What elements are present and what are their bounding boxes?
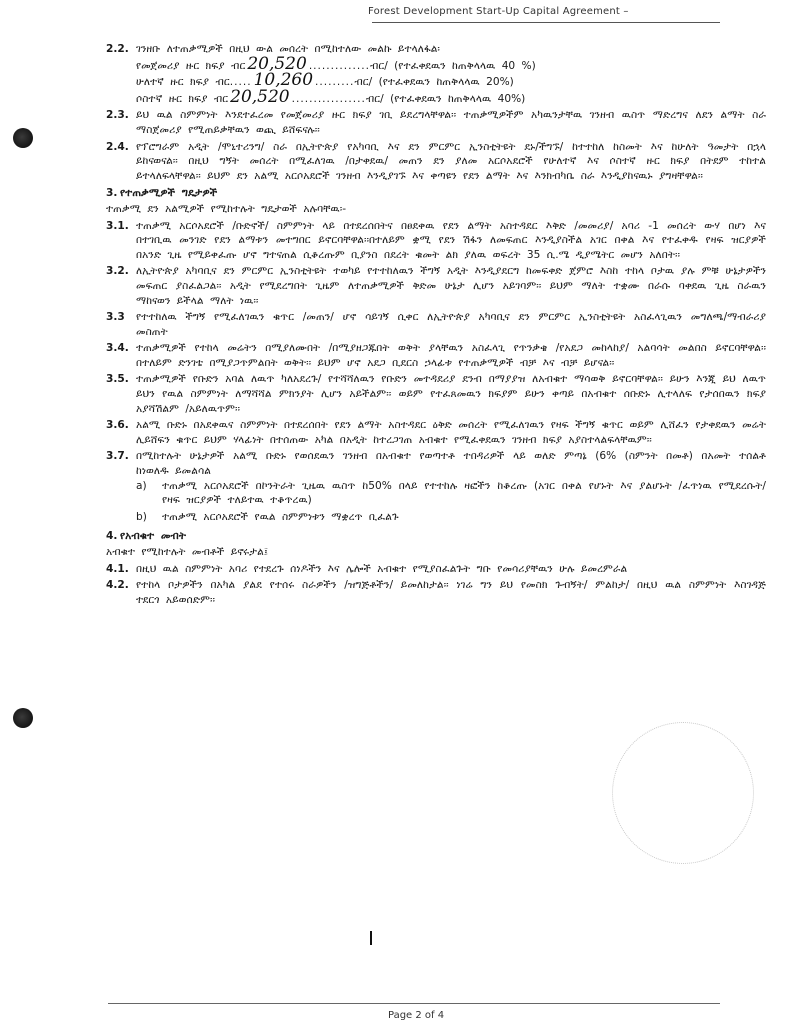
clause-number: 4.2.	[106, 579, 129, 592]
clause-4-2	[106, 578, 766, 607]
payment-row-2-share: ብር/ (የተፈቀደዉን ከጠቅላላዉ 20%)	[354, 76, 514, 89]
clause-text: ለኢትዮጵያ አካባቢና ደን ምርምር ኢንስቲትዩት ተወካይ የተተከለዉን ችግኝ አዲት እንዲያደርግ ከመፍቀድ ጀምሮ እስከ ተከላ ቦታዉ ያሉ ምቹ ሁኔታዎችን መፍጠር ያስፈልጋል፡፡ አዲት የሚደረግበት ጊዜም ለተጠቃሚዎች ቅድመ ሁኔታ ሊሆን አይገባም፡፡ ይህም ማለት ተቋሙ በራሱ ባቀደዉ ጊዜ ስራዉን ማከናወን ይችላል ማለት ነዉ፡፡	[136, 265, 766, 307]
payment-row-3-share: ብር/ (የተፈቀደዉን ከጠቅላላዉ 40%)	[365, 92, 526, 105]
clause-number: 2.2.	[106, 43, 129, 55]
sub-item-letter: a)	[136, 479, 147, 492]
section-title: የአብቁተ መብት	[120, 530, 186, 543]
sub-item-text: ተጠቃሚ አርሶአደሮች የዉል ስምምነቱን ማቋረጥ ቢፈልጉ	[162, 510, 399, 523]
clause-3-7	[106, 449, 766, 526]
clause-text	[136, 449, 766, 526]
clause-text: አልሚ ቡድኑ በአደቀዉና ስምምነት በተደረሰበት የደን ልማት አስተዳደር ዕቅድ መሰረት የሚፈለገዉን የዛፍ ችግኝ ቁጥር ወይም ሊሸፈን የታቀደዉን መሬት ሊይሸፍን ቁጥር ይህም ሃላፊነት በተሰጠው አካል በአዲት ከተረጋገጠ አብቁተ የሚፈቀደዉን ገንዘብ ክፍያ አያስተላልፍላቸዉም፡፡	[136, 419, 766, 446]
dots: .........	[315, 76, 355, 89]
clause-text: ይህ ዉል ስምምነት እንደተፈረመ የመጀመሪያ ዙር ክፍያ ገቢ ይደረግላቸዋል፡፡ ተጠቃሚዎችም አካዉንታቸዉ ገንዘብ ዉስጥ ማድረግና ለደን ልማት ስራ ማስጀመሪያ የሚጠይቃቸዉን ወጪ ይሸፍናሉ፡፡	[136, 109, 766, 136]
clause-number: 3.5.	[106, 373, 129, 386]
clause-2-3	[106, 108, 766, 137]
clause-text: ተጠቃሚዎች የተከላ መሬትን በሚያለሙበት /በሚያዘጋጁበት ወቅት ያላቸዉን አስፈላጊ የጥንቃቄ /የአደጋ መከላከያ/ አልባሳት መልበስ ይኖርባቸዋል፡፡ በተለይም ድንገቴ በሚያጋጥምልበት ወቅት፡፡ ይህም ሆኖ አደጋ ቢደርስ ኃላፊቱ የተጠቃሚዎች ብቻ እና ብቻ ይሆናል፡፡	[136, 342, 766, 369]
sub-item-text: ተጠቃሚ አርሶአደሮች በኮንትራት ጊዜዉ ዉስጥ ከ50% በላይ የተተከሉ ዛፎችን ከቆረጡ (አገር በቀል የሆኑት እና ያልሆኑት /ፈጥነዉ የሚደረሱት/ የዛፍ ዝርያዎች ተለይተዉ ተቆጥረዉ)	[162, 479, 766, 507]
clause-3-4	[106, 341, 766, 370]
faint-stamp	[612, 722, 754, 864]
clause-text: ተጠቃሚ አርሶአደሮች /ቡድኖች/ ስምምነት ላይ በተደረሰበትና በፀደቀዉ የደን ልማት አስተዳደር እቅድ /መመሪያ/ አባሪ -1 መሰረት ውሃ በሆነ እና በተገቢዉ መንገድ የደን ልማቱን መተግበር ይኖርባቸዋል፡፡በተለይም ቋሚ የደን ሽፋን ለመፍጠር እንዲያስችል አገር በቀል እና የተፈቀዱ የዛፍ ዝርያዎች በአንድ ጊዜ የሚይቀፈጡ ሆኖ ግተናጠል ሲቆረጡም ቢያንስ በደረት ቁመት ልክ ያለዉ ወፍረት 35 ሲ.ሜ ዲያሜትር መሆን አለበት፡፡	[136, 219, 766, 261]
clause-number: 2.4.	[106, 140, 129, 153]
clause-number: 2.3.	[106, 109, 129, 122]
section-3-heading	[106, 186, 766, 201]
clause-number: 3.4.	[106, 342, 129, 355]
clause-4-1	[106, 562, 766, 577]
payment-row-2-amount: 10,260	[253, 70, 314, 91]
clause-number: 3.2.	[106, 265, 129, 278]
clause-2-2-intro: ገንዘቡ ለተጠቃሚዎች በዚህ ውል መሰረት በሚከተለው መልኩ ይተላለፋል፡	[136, 43, 440, 55]
clause-3-7-a	[136, 479, 766, 508]
clause-3-7-b	[136, 510, 766, 525]
section-title: የተጠቃሚዎች ግዴታዎች	[120, 187, 218, 200]
punch-hole-top	[13, 128, 33, 148]
clause-number: 3.1.	[106, 219, 129, 232]
payment-row-3-label: ሶስተኛ ዙር ክፍያ ብር	[136, 92, 229, 105]
payment-row-1-amount: 20,520	[247, 53, 307, 74]
section-number: 3.	[106, 187, 118, 200]
clause-text: የፕሮግራም አዲት /ሞኒተሪንግ/ ስራ በኢትዮጵያ የአካባቢ እና ደን ምርምር ኢንስቲትዩት ደኑ/ችግኙ/ ከተተከለ ከስመት እና ከሁለት ዓመታት በኋላ ይከናወናል፡፡ በዚህ ግኝት መሰረት በሚፈለገዉ /በታቀደዉ/ መጠን ደን ያለመ አርሶአደሮች የሁለተኛ እና ሶስተኛ ዙር ክፍያ በትደም ተከተል ይተላለፍላቸዋል፡፡ ይህም ደን አልሚ አርሶአደሮች ገንዘብ እንዲያገኙ እና ቀጣዩን የደን ልማት እና እንክብካቤ ስራ እንዲያከናዉኑ ያግዛቸዋል፡፡	[136, 140, 766, 182]
clause-text: የተተከለዉ ችግኝ የሚፈለገዉን ቁጥር /መጠን/ ሆኖ ሳይገኝ ሲቀር ለኢትዮጵያ አካባቢና ደን ምርምር ኢንስቲትዩት አስፈላጊዉን መግለጫ/ማብራሪያ መስጠት	[136, 311, 766, 338]
clause-number: 3.3	[106, 311, 125, 324]
payment-row-1	[136, 53, 766, 74]
clause-3-6	[106, 418, 766, 447]
footer-rule	[108, 1003, 720, 1004]
clause-text: በዚህ ዉል ስምምነት አባሪ የተደረጉ ሰነዶችን እና ሌሎች አብቁተ የሚያስፈልጉት ግቡ የመሳሪያቸዉን ሁሉ ይመረምራል	[136, 562, 628, 575]
dots: ..............	[308, 59, 370, 72]
section-4-intro: አብቁተ የሚከተሉት መብቶች ይኖሩታል፤	[106, 546, 269, 558]
payment-row-3-amount: 20,520	[230, 86, 290, 107]
payment-row-1-label: የመጀመሪያ ዙር ክፍያ ብር	[136, 59, 246, 72]
page-header: Forest Development Start-Up Capital Agreement –	[368, 6, 629, 17]
sub-item-letter: b)	[136, 510, 147, 523]
clause-text: የተከላ ቦታዎችን በአካል ያልደ የተሰሩ ስራዎችን /ዝግጅቶችን/ ይመለከታል፡፡ ነገሬ ግን ይህ የመስክ ጉብኝት/ ምልከታ/ በዚህ ዉል ስምምነት እስገዳጅ ተደርጎ አይወሰድም፡፡	[136, 579, 766, 606]
clause-3-7-intro: በሚከተሉት ሁኔታዎች አልሚ ቡድኑ የወሰደዉን ገንዘብ በአብቁተ የወጣተቶ ተበዳሪዎች ላይ ወለድ ምጣኔ (6% (ስምንት በመቶ) በአመት ተሰልቶ ከነወለዱ ይመልሳል	[136, 450, 766, 478]
dots: .................	[291, 92, 366, 105]
payment-row-3	[136, 86, 766, 107]
clause-3-1	[106, 219, 766, 263]
clause-text: ተጠቃሚዎች የቡድን አባል ለዉጥ ካለአደረጉ/ የተሻሻለዉን የቡድን መተዳደሪያ ደንብ በማያያዝ ለአብቁተ ማሳወቅ ይኖርባቸዋል፡፡ ይሁን እንጂ ይህ ለዉጥ ይህን የዉል ስምምነት ለማሻሻል ምክንያት ሊሆን አይችልም፡፡ ወይም የተፈጸመዉን ክፍያም ይሁን ቀጣይ በአብቁተ ሰቡድኑ ሊተላለፍ የታሰበዉን ክፍያ አያሻሽልም /አይለዉጥም፡፡	[136, 373, 766, 415]
clause-number: 3.7.	[106, 450, 129, 463]
clause-2-2	[106, 42, 766, 106]
clause-text	[136, 42, 766, 106]
payment-row-2-label: ሁለተኛ ዙር ክፍያ ብር	[136, 76, 230, 89]
clause-2-4	[106, 140, 766, 184]
header-rule	[372, 22, 720, 23]
clause-number: 4.1.	[106, 562, 129, 575]
clause-number: 3.6.	[106, 419, 129, 432]
payment-row-1-share: ብር/ (የተፈቀደዉን ከጠቅላላዉ 40 %)	[369, 59, 536, 72]
section-4-heading	[106, 529, 766, 544]
section-number: 4.	[106, 530, 118, 543]
pen-mark	[370, 931, 372, 945]
punch-hole-bottom	[13, 708, 33, 728]
clause-3-2	[106, 264, 766, 308]
dots: .....	[229, 76, 252, 89]
section-3-intro: ተጠቃሚ ደን አልሚዎች የሚከተሉት ግዴታወች አሉባቸዉ፡-	[106, 202, 347, 215]
page-number: Page 2 of 4	[388, 1010, 445, 1021]
clause-3-5	[106, 372, 766, 416]
clause-3-3	[106, 310, 766, 339]
document-body	[106, 42, 766, 609]
